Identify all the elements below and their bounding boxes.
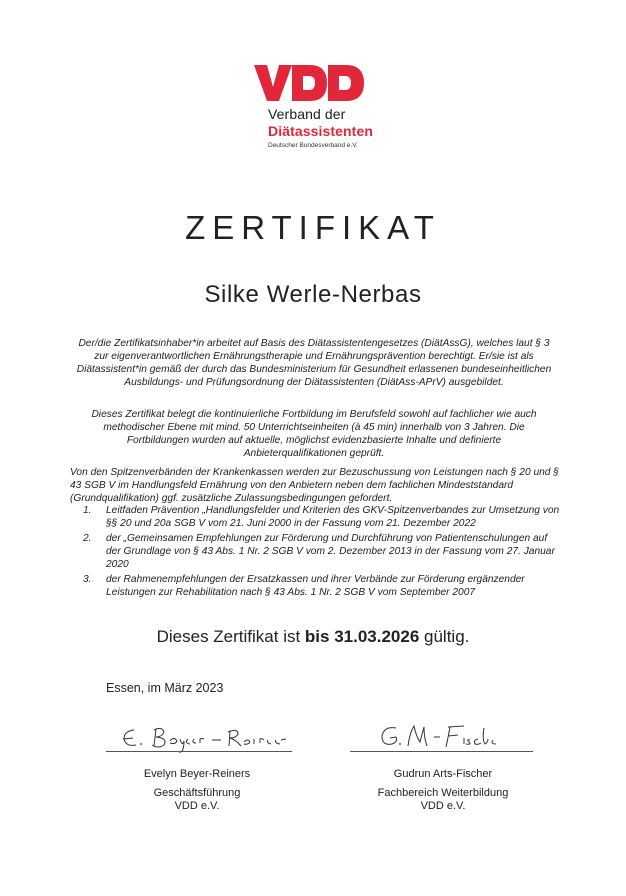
list-item (83, 573, 563, 599)
signatory-1-name: Evelyn Beyer-Reiners (143, 768, 251, 780)
validity-date: bis 31.03.2026 (304, 627, 420, 646)
signatory-1-role: Geschäftsführung (153, 787, 241, 799)
paragraph-qualification: Der/die Zertifikatsinhaber*in arbeitet auf Basis des Diätassistentengesetzes (DiätAssG), welches laut § 3 zur eigenverantwortlichen Ernährungstherapie und Ernährungsprävention berechtigt. Er/sie ist als Diätassistent*in gemäß der durch das Bundesministerium für Gesundheit erlassenen bundeseinheitlichen Ausbildungs- und Prüfungsordnung der Diätassistenten (DiätAss-APrV) ausgebildet. (76, 338, 552, 388)
signature-1-image (120, 723, 288, 753)
list-text: der „Gemeinsamen Empfehlungen zur Förderung und Durchführung von Patientenschulungen auf der Grundlage von § 43 Abs. 1 Nr. 2 SGB V vom 2. Dezember 2013 in der Fassung vom 27. Januar 2020 (106, 533, 555, 570)
signatory-1-org: VDD e.V. (174, 800, 220, 812)
list-number: 3. (83, 574, 92, 585)
list-text: der Rahmenempfehlungen der Ersatzkassen und ihrer Verbände zur Förderung ergänzender Leistungen zur Rehabilitation nach § 43 Abs. 1 Nr. 2 SGB V vom September 2007 (106, 574, 525, 598)
validity-prefix: Dieses Zertifikat ist (156, 627, 305, 646)
paragraph-training: Dieses Zertifikat belegt die kontinuierliche Fortbildung im Berufsfeld sowohl auf fachlicher wie auch methodischer Ebene mit mind. 50 Unterrichtseinheiten (à 45 min) innerhalb von 3 Jahren. Die Fortbildungen wurden auf aktuelle, möglichst evidenzbasierte Inhalte und definierte Anbieterqualifikationen geprüft. (91, 409, 537, 459)
org-name-line1: Verband der (268, 106, 346, 122)
guideline-list (83, 504, 563, 601)
validity-suffix: gültig. (419, 627, 470, 646)
signature-2-image (378, 722, 508, 754)
list-number: 2. (83, 533, 92, 544)
list-item (83, 504, 563, 530)
org-subtitle: Deutscher Bundesverband e.V. (268, 142, 358, 149)
list-item (83, 532, 563, 571)
paragraph-insurance: Von den Spitzenverbänden der Krankenkassen werden zur Bezuschussung von Leistungen nach § 20 und § 43 SGB V im Handlungsfeld Ernährung von den Anbietern neben dem fachlichen Mindeststandard (Grundqualifikation) ggf. zusätzliche Zulassungsbedingungen gefordert. (70, 467, 559, 504)
certificate-title: ZERTIFIKAT (185, 209, 441, 246)
signatory-2-name: Gudrun Arts-Fischer (393, 768, 493, 780)
place-date: Essen, im März 2023 (106, 681, 224, 695)
org-name-line2: Diätassistenten (268, 123, 373, 139)
vdd-logo (254, 63, 414, 103)
list-number: 1. (83, 505, 92, 516)
list-text: Leitfaden Prävention „Handlungsfelder und Kriterien des GKV-Spitzenverbandes zur Umsetzung von §§ 20 und 20a SGB V vom 21. Juni 2000 in der Fassung vom 21. Dezember 2022 (106, 505, 560, 529)
validity-statement (0, 627, 626, 647)
holder-name: Silke Werle-Nerbas (204, 281, 422, 308)
signature-1-line (106, 751, 292, 752)
signatory-2-role: Fachbereich Weiterbildung (377, 787, 509, 799)
signatory-2-org: VDD e.V. (420, 800, 466, 812)
signature-2-line (350, 751, 533, 752)
